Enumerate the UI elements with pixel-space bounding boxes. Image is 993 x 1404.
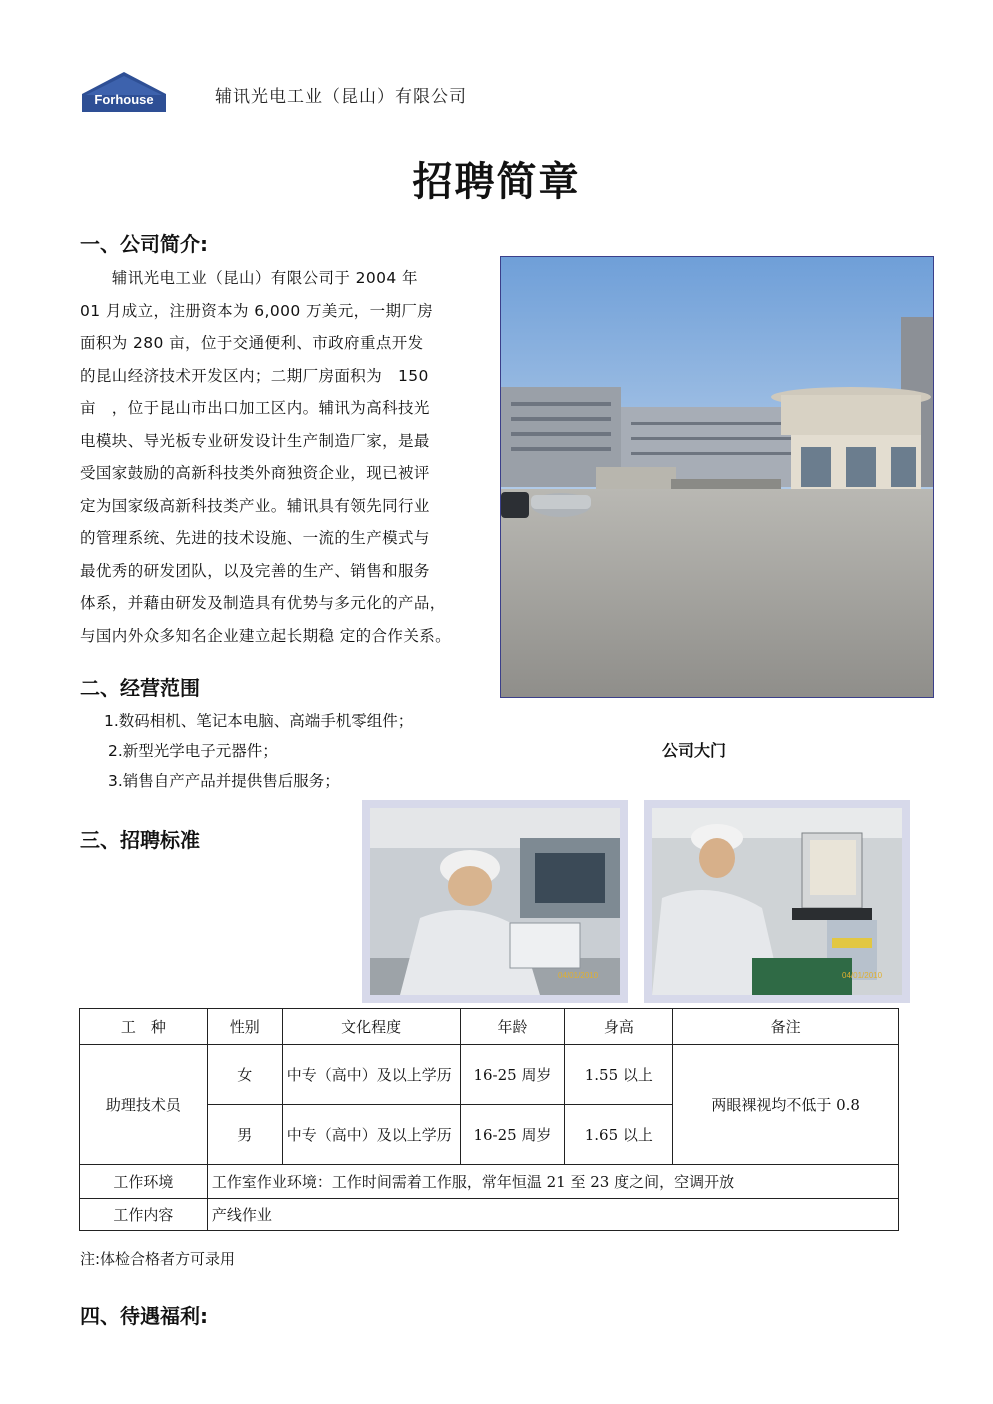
intro-line: 01 月成立，注册资本为 6,000 万美元，一期厂房 [80,301,434,320]
cell-env-label: 工作环境 [80,1165,208,1199]
company-gate-photo [500,256,934,698]
intro-line: 的昆山经济技术开发区内；二期厂房面积为 150 [80,366,429,385]
svg-text:Forhouse: Forhouse [94,92,154,107]
intro-line: 最优秀的研发团队，以及完善的生产、销售和服务 [80,561,430,580]
intro-line: 亩 ，位于昆山市出口加工区内。辅讯为高科技光 [80,399,430,417]
list-item: 2.新型光学电子元器件； [108,742,278,760]
table-header-row [80,1009,899,1045]
section-heading-recruitment: 三、招聘标准 [80,828,200,852]
header-gender: 性别 [207,1009,282,1045]
business-scope-list [104,706,413,796]
intro-line: 面积为 280 亩，位于交通便利、市政府重点开发 [80,334,424,352]
cell-job: 助理技术员 [80,1045,208,1165]
cell-gender: 女 [207,1045,282,1105]
table-note: 注:体检合格者方可录用 [80,1250,236,1268]
worker-photo-2 [644,800,910,1003]
cell-education: 中专（高中）及以上学历 [282,1105,460,1165]
cell-education: 中专（高中）及以上学历 [282,1045,460,1105]
intro-line: 定为国家级高新科技类产业。辅讯具有领先同行业 [80,496,430,515]
intro-line: 体系，并藉由研发及制造具有优势与多元化的产品， [80,594,446,612]
cell-height: 1.55 以上 [565,1045,673,1105]
page-title: 招聘简章 [412,159,581,205]
worker-photo-1 [362,800,628,1003]
table-row [80,1045,899,1105]
section-heading-benefits: 四、待遇福利: [80,1304,208,1328]
company-name-header: 辅讯光电工业（昆山）有限公司 [215,87,467,107]
intro-line: 电模块、导光板专业研发设计生产制造厂家，是最 [80,431,430,450]
cell-content-label: 工作内容 [80,1199,208,1231]
section-heading-intro: 一、公司简介: [80,232,208,256]
intro-line: 与国内外众多知名企业建立起长期稳 定的合作关系。 [80,626,452,645]
cell-age: 16-25 周岁 [460,1105,565,1165]
header-job: 工 种 [80,1009,208,1045]
table-row [80,1165,899,1199]
recruitment-standards-table [79,1008,899,1231]
company-intro-paragraph [80,262,492,652]
forhouse-logo [80,70,168,114]
table-row [80,1199,899,1231]
list-item: 1.数码相机、笔记本电脑、高端手机零组件； [104,712,414,730]
header-remark: 备注 [673,1009,899,1045]
header-age: 年龄 [460,1009,565,1045]
intro-line: 的管理系统、先进的技术设施、一流的生产模式与 [80,529,430,547]
intro-line: 受国家鼓励的高新科技类外商独资企业，现已被评 [80,464,430,482]
section-heading-business-scope: 二、经营范围 [80,676,200,700]
svg-text:04/01/2010: 04/01/2010 [558,971,599,980]
list-item: 3.销售自产产品并提供售后服务； [108,772,340,790]
header-education: 文化程度 [282,1009,460,1045]
cell-env-value: 工作室作业环境：工作时间需着工作服，常年恒温 21 至 23 度之间，空调开放 [207,1165,898,1199]
gate-photo-caption: 公司大门 [662,741,727,760]
header-height: 身高 [565,1009,673,1045]
svg-text:04/01/2010: 04/01/2010 [842,971,883,980]
cell-height: 1.65 以上 [565,1105,673,1165]
cell-content-value: 产线作业 [207,1199,898,1231]
cell-age: 16-25 周岁 [460,1045,565,1105]
intro-line: 辅讯光电工业（昆山）有限公司于 2004 年 [80,269,418,287]
cell-remark: 两眼裸视均不低于 0.8 [673,1045,899,1165]
cell-gender: 男 [207,1105,282,1165]
